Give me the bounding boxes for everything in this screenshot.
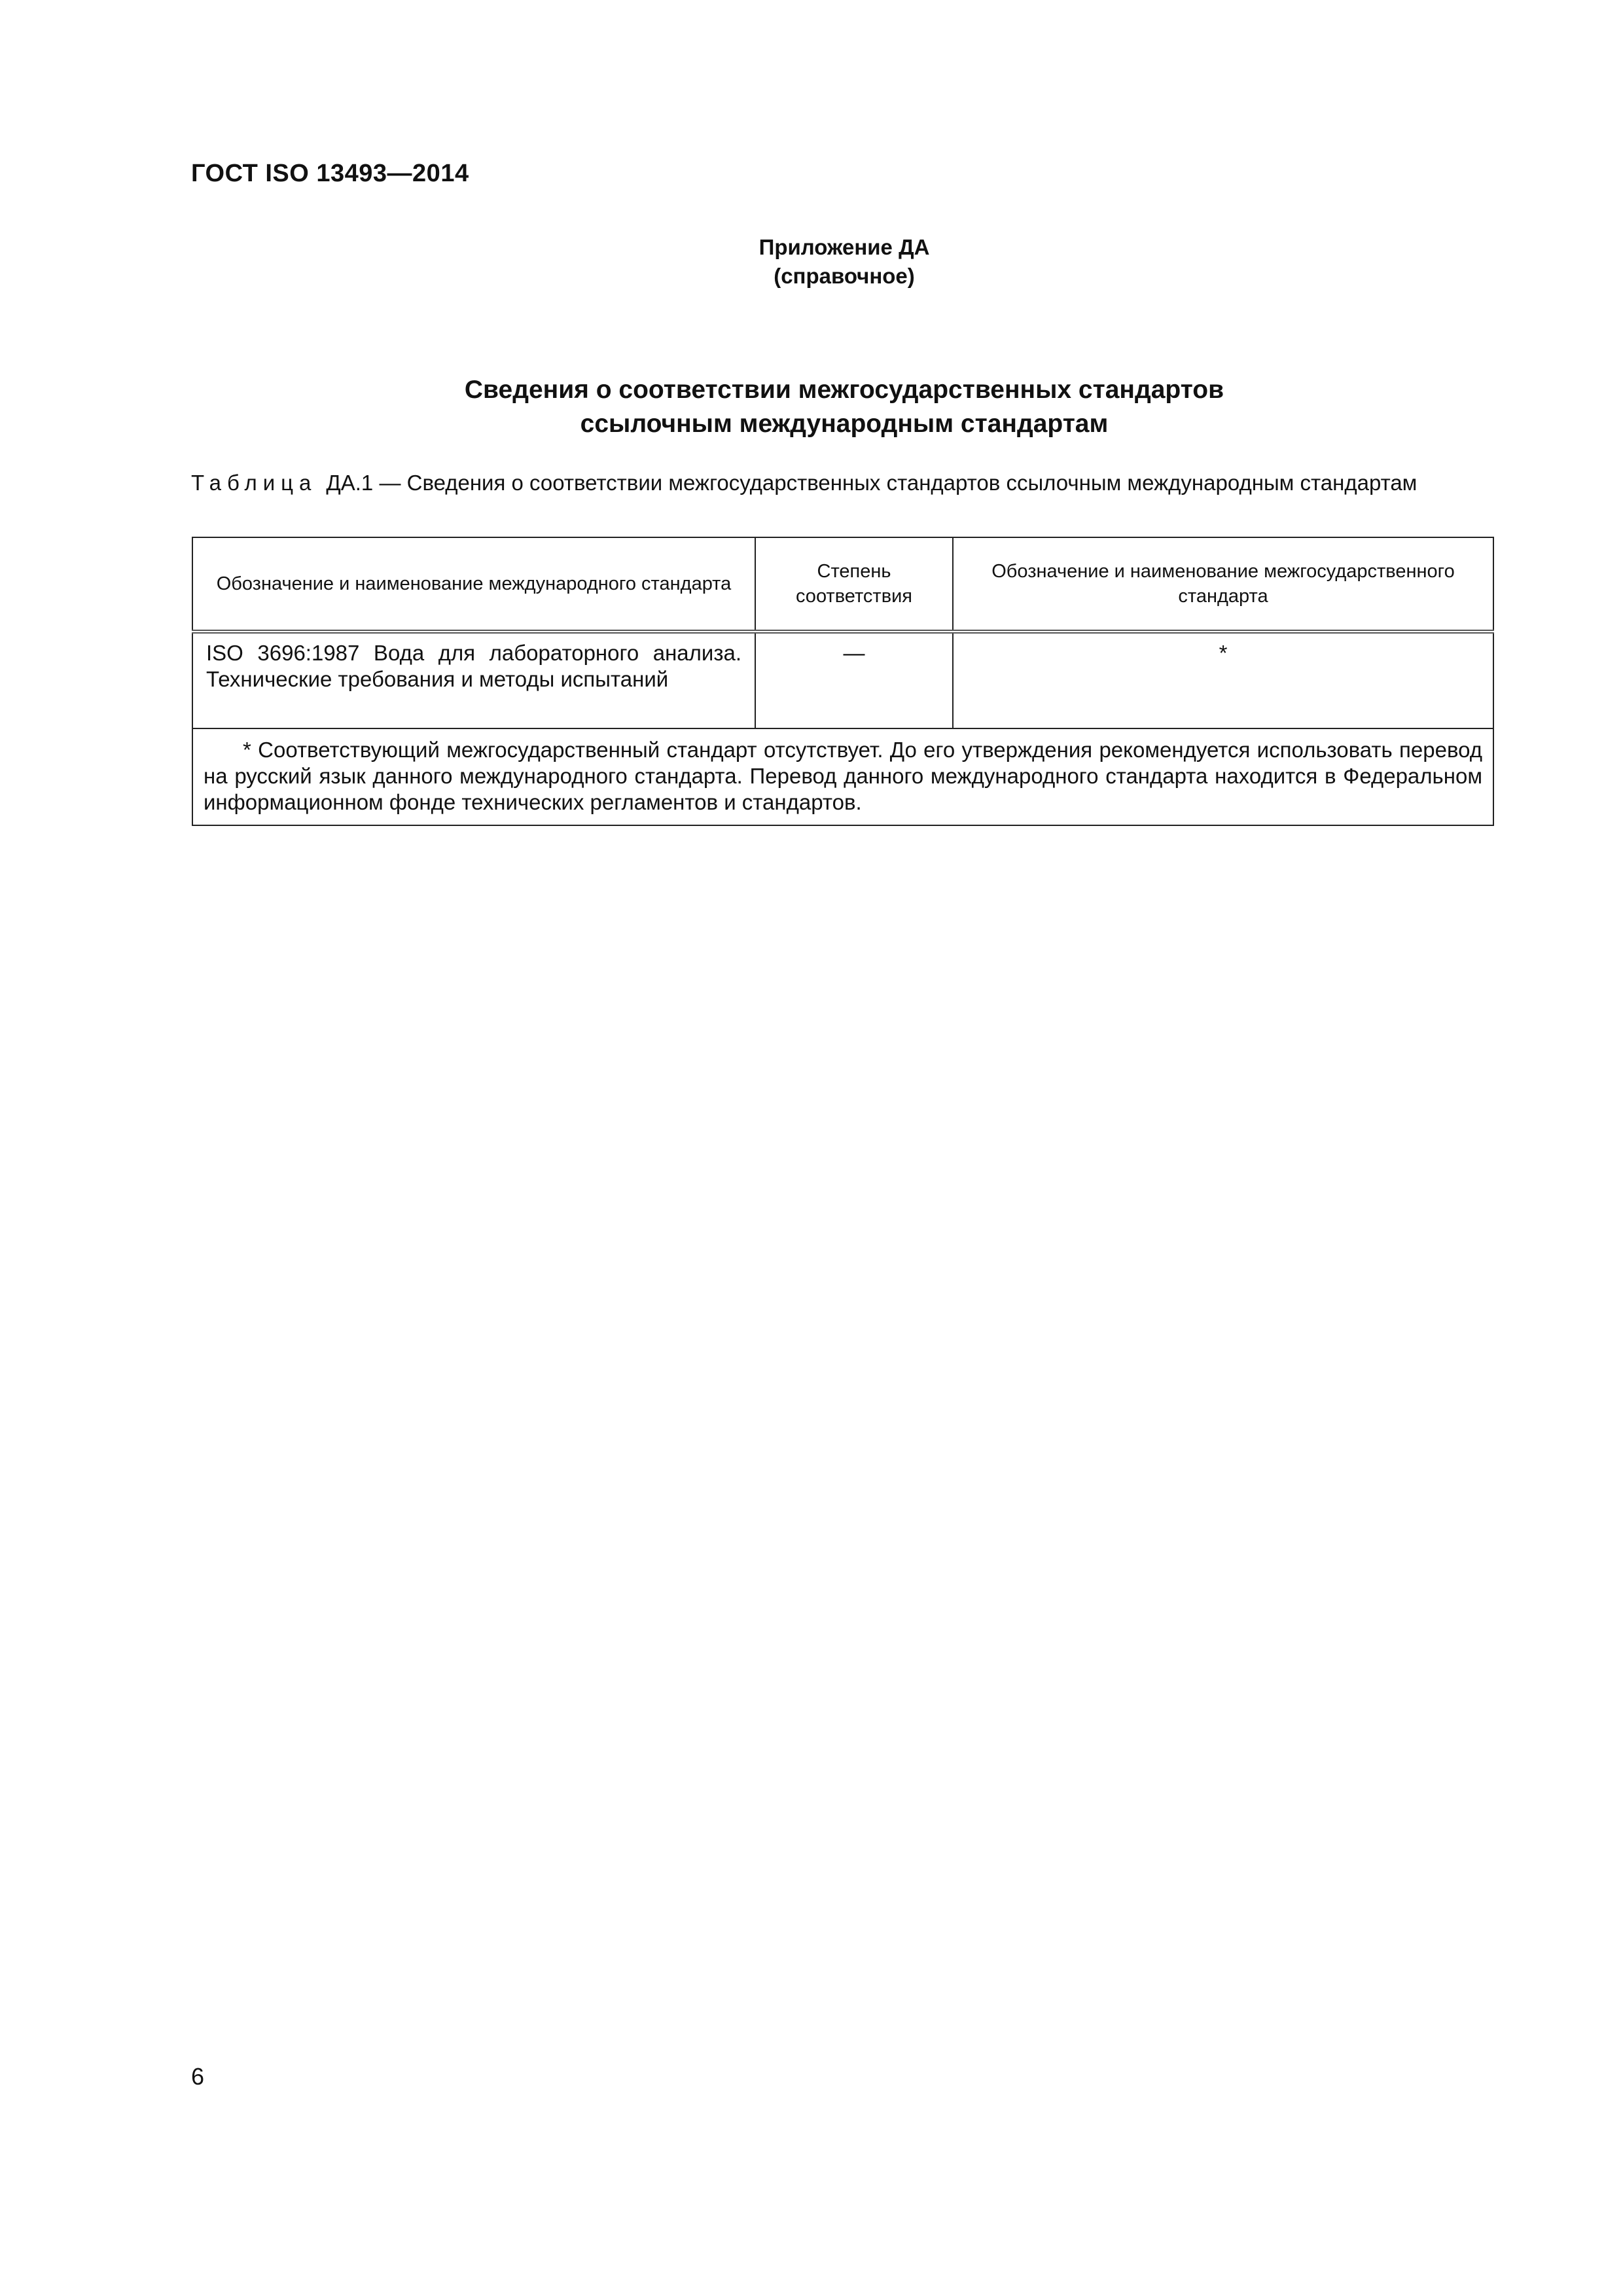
annex-heading [707, 233, 982, 291]
cell-degree: — [755, 632, 953, 728]
page-number: 6 [191, 2063, 205, 2090]
correspondence-table [192, 537, 1494, 826]
table-row [192, 632, 1493, 728]
annex-type: (справочное) [774, 264, 915, 288]
table-footnote-row [192, 728, 1493, 825]
table-caption-text: ДА.1 — Сведения о соответствии межгосударственных стандартов ссылочным международным стандартам [326, 471, 1418, 495]
header-international-standard: Обозначение и наименование международного стандарта [192, 537, 755, 632]
section-title-line2: ссылочным международным стандартам [580, 410, 1109, 438]
table-footnote: * Соответствующий межгосударственный стандарт отсутствует. До его утверждения рекомендуется использовать перевод на русский язык данного международного стандарта. Перевод данного международного стандарта находится в Федеральном информационном фонде технических регламентов и стандартов. [192, 728, 1493, 825]
table-header-row [192, 537, 1493, 632]
table-caption-prefix: Таблица [191, 471, 317, 495]
section-title-line1: Сведения о соответствии межгосударственных стандартов [464, 376, 1224, 404]
header-interstate-standard: Обозначение и наименование межгосударственного стандарта [953, 537, 1493, 632]
cell-interstate-standard: * [953, 632, 1493, 728]
section-title [191, 373, 1497, 441]
cell-international-standard: ISO 3696:1987 Вода для лабораторного анализа. Технические требования и методы испытаний [192, 632, 755, 728]
table-caption [191, 470, 1497, 496]
document-code: ГОСТ ISO 13493—2014 [191, 160, 469, 187]
annex-title: Приложение ДА [758, 235, 930, 259]
header-degree-of-correspondence: Степень соответствия [755, 537, 953, 632]
correspondence-table-wrapper [192, 537, 1493, 826]
